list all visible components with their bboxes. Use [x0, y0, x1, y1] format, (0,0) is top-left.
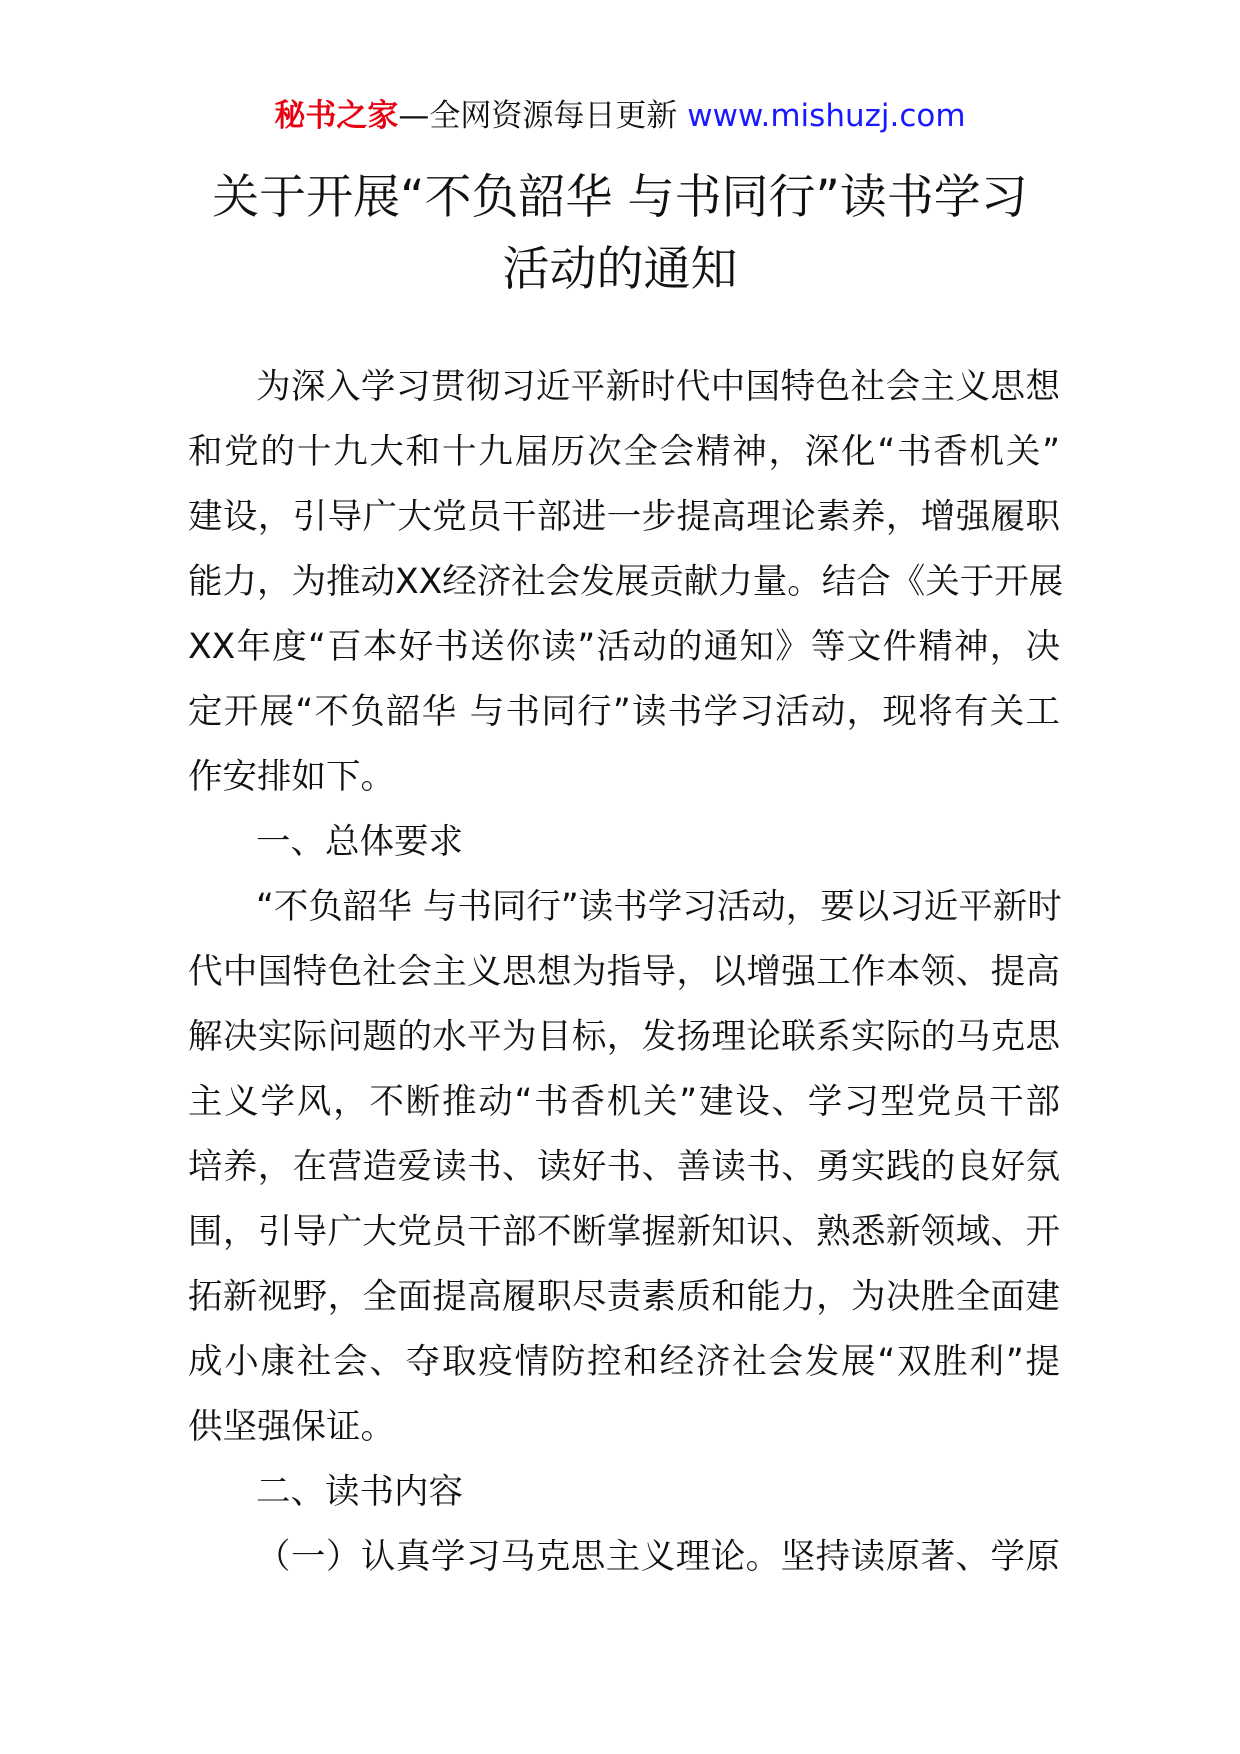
paragraph-1-line-4: 能力，为推动XX经济社会发展贡献力量。结合《关于开展: [188, 562, 1064, 602]
site-slogan: —全网资源每日更新: [398, 98, 678, 134]
paragraph-3-line-1: （一）认真学习马克思主义理论。坚持读原著、学原: [256, 1537, 1060, 1577]
paragraph-2-line-5: 培养，在营造爱读书、读好书、善读书、勇实践的良好氛: [188, 1147, 1060, 1187]
section-heading-2: 二、读书内容: [256, 1472, 463, 1512]
paragraph-1-line-2: 和党的十九大和十九届历次全会精神，深化“书香机关”: [188, 432, 1060, 472]
paragraph-2-line-4: 主义学风，不断推动“书香机关”建设、学习型党员干部: [188, 1082, 1060, 1122]
paragraph-1-line-7: 作安排如下。: [188, 757, 395, 797]
paragraph-1-line-6: 定开展“不负韶华 与书同行”读书学习活动，现将有关工: [188, 692, 1060, 732]
paragraph-2-line-8: 成小康社会、夺取疫情防控和经济社会发展“双胜利”提: [188, 1342, 1060, 1382]
paragraph-2-line-1: “不负韶华 与书同行”读书学习活动，要以习近平新时: [256, 887, 1062, 927]
paragraph-2-line-9: 供坚强保证。: [188, 1407, 395, 1447]
paragraph-2-line-7: 拓新视野，全面提高履职尽责素质和能力，为决胜全面建: [188, 1277, 1060, 1317]
paragraph-1-line-3: 建设，引导广大党员干部进一步提高理论素养，增强履职: [188, 497, 1060, 537]
paragraph-1-line-1: 为深入学习贯彻习近平新时代中国特色社会主义思想: [256, 367, 1060, 407]
title-line-1: 关于开展“不负韶华 与书同行”读书学习: [212, 170, 1028, 225]
paragraph-1-line-5: XX年度“百本好书送你读”活动的通知》等文件精神，决: [188, 627, 1060, 667]
section-heading-1: 一、总体要求: [256, 822, 463, 862]
site-header: [0, 96, 1240, 136]
paragraph-2-line-3: 解决实际问题的水平为目标，发扬理论联系实际的马克思: [188, 1017, 1060, 1057]
paragraph-2-line-2: 代中国特色社会主义思想为指导，以增强工作本领、提高: [188, 952, 1060, 992]
site-brand: 秘书之家: [274, 98, 399, 134]
document-body: [188, 355, 1064, 1590]
paragraph-2-line-6: 围，引导广大党员干部不断掌握新知识、熟悉新领域、开: [188, 1212, 1060, 1252]
title-line-2: 活动的通知: [502, 242, 738, 297]
site-url-link[interactable]: www.mishuzj.com: [687, 98, 966, 134]
document-title: [150, 162, 1090, 306]
